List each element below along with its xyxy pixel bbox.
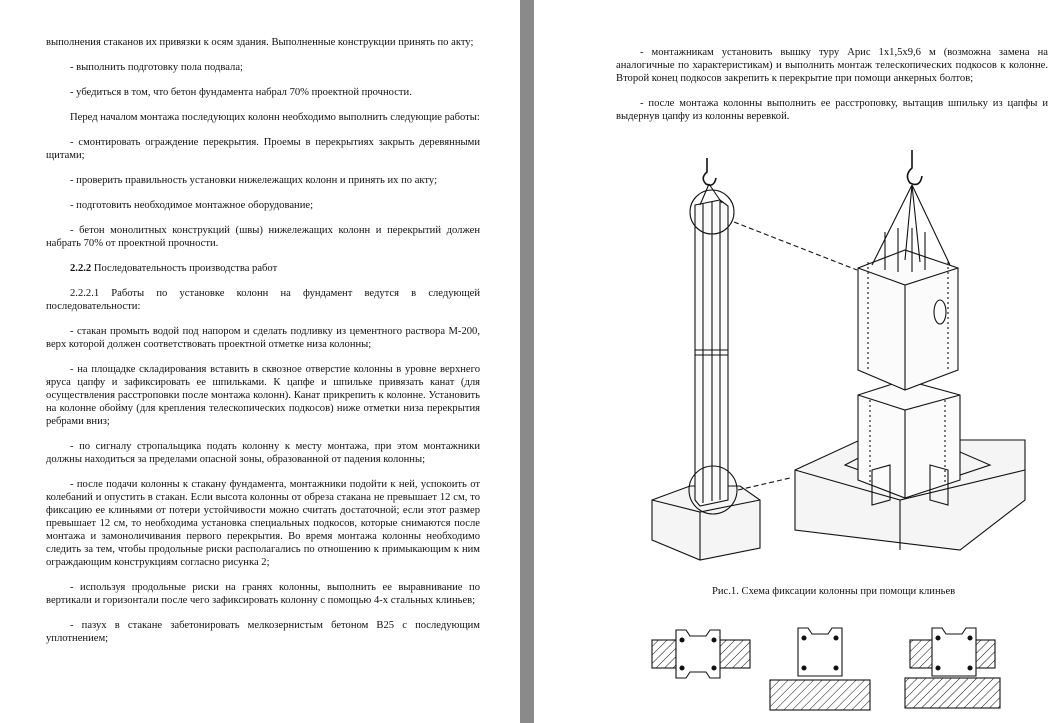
column-section bbox=[676, 630, 720, 678]
wall-hatch bbox=[905, 678, 1000, 708]
wall-hatch bbox=[652, 640, 676, 668]
paragraph: - выполнить подготовку пола подвала; bbox=[70, 62, 243, 73]
hook-icon bbox=[703, 158, 716, 185]
paragraph: - подготовить необходимое монтажное оборудование; bbox=[70, 200, 314, 211]
paragraph: - смонтировать ограждение перекрытия. Проемы в перекрытиях закрыть деревянными щитами; bbox=[46, 137, 480, 161]
hook-icon bbox=[907, 150, 922, 184]
paragraph: - после подачи колонны к стакану фундамента, монтажники подойти к ней, успокоить от колебаний и опустить в стакан. Если высота колонны от обреза стакана не превышает 12 см, то фиксацию ее клиньями от потери устойчивости можно считать достаточной; если этот размер превышает 12 см, то необходима установка специальных подкосов, которые снимаются после монтажа и замоноличивания первого перекрытия. Во время монтажа колонны необходимо следить за тем, чтобы продольные риски располагались по отношению к примыкающим к ним ограждающим конструкциям согласно рисунка 2; bbox=[46, 479, 480, 568]
wall-hatch bbox=[910, 640, 934, 668]
paragraph: - по сигналу стропальщика подать колонну к месту монтажа, при этом монтажники должны находиться за пределами опасной зоны, образованной от падения колонны; bbox=[46, 441, 480, 465]
paragraph: - убедиться в том, что бетон фундамента набрал 70% проектной прочности. bbox=[70, 87, 412, 98]
paragraph: - монтажникам установить вышку туру Арис 1х1,5х9,6 м (возможна замена на аналогичные по характеристикам) и выполнить монтаж телескопических подкосов к колонне. Второй конец подкосов закрепить к перекрытие при помощи анкерных болтов; bbox=[616, 47, 1048, 84]
paragraph: - бетон монолитных конструкций (швы) нижележащих колонн и перекрытий должен набрать 70% от проектной прочности. bbox=[46, 225, 480, 249]
section-number: 2.2.2 bbox=[70, 263, 92, 274]
paragraph: - стакан промыть водой под напором и сделать подливку из цементного раствора М-200, верх которой должен соответствовать проектной отметке низа колонны; bbox=[46, 326, 480, 350]
wall-hatch bbox=[770, 680, 870, 710]
page-gutter bbox=[520, 0, 534, 723]
section-title: Последовательность производства работ bbox=[93, 263, 278, 274]
paragraph: - на площадке складирования вставить в сквозное отверстие колонны в уровне верхнего яруса цапфу и зафиксировать ее шпильками. К цапфе и шпильке привязать канат (для осуществления расстроповки после монтажа колонн). Канат прикрепить к колонне. Установить на колонне обойму (для крепления телескопических подкосов) ниже отметки низа перекрытия ребрами вниз; bbox=[46, 364, 480, 427]
wall-hatch bbox=[720, 640, 750, 668]
paragraph: - используя продольные риски на гранях колонны, выполнить ее выравнивание по вертикали и горизонтали после чего зафиксировать колонну с помощью 4-х стальных клиньев; bbox=[46, 582, 480, 606]
left-page-text bbox=[46, 36, 480, 657]
figure-caption: Рис.1. Схема фиксации колонны при помощи клиньев bbox=[712, 586, 956, 597]
paragraph: 2.2.2.1 Работы по установке колонн на фундамент ведутся в следующей последовательности: bbox=[46, 288, 480, 312]
paragraph: - после монтажа колонны выполнить ее расстроповку, вытащив шпильку из цапфы и выдернув цапфу из колонны веревкой. bbox=[616, 98, 1048, 122]
wall-hatch bbox=[975, 640, 995, 668]
paragraph: - пазух в стакане забетонировать мелкозернистым бетоном В25 с последующим уплотнением; bbox=[46, 620, 480, 644]
section-diagrams bbox=[650, 620, 1050, 720]
right-page-text bbox=[616, 46, 1048, 135]
leader-line bbox=[734, 222, 857, 270]
leader-line bbox=[738, 478, 790, 490]
section-heading bbox=[46, 262, 480, 275]
column-fixing-figure bbox=[650, 150, 1050, 590]
upper-column bbox=[858, 250, 958, 390]
paragraph: Перед началом монтажа последующих колонн необходимо выполнить следующие работы: bbox=[70, 112, 480, 123]
paragraph: выполнения стаканов их привязки к осям здания. Выполненные конструкции принять по акту; bbox=[46, 37, 474, 48]
paragraph: - проверить правильность установки нижележащих колонн и принять их по акту; bbox=[70, 175, 438, 186]
left-page bbox=[0, 0, 520, 723]
